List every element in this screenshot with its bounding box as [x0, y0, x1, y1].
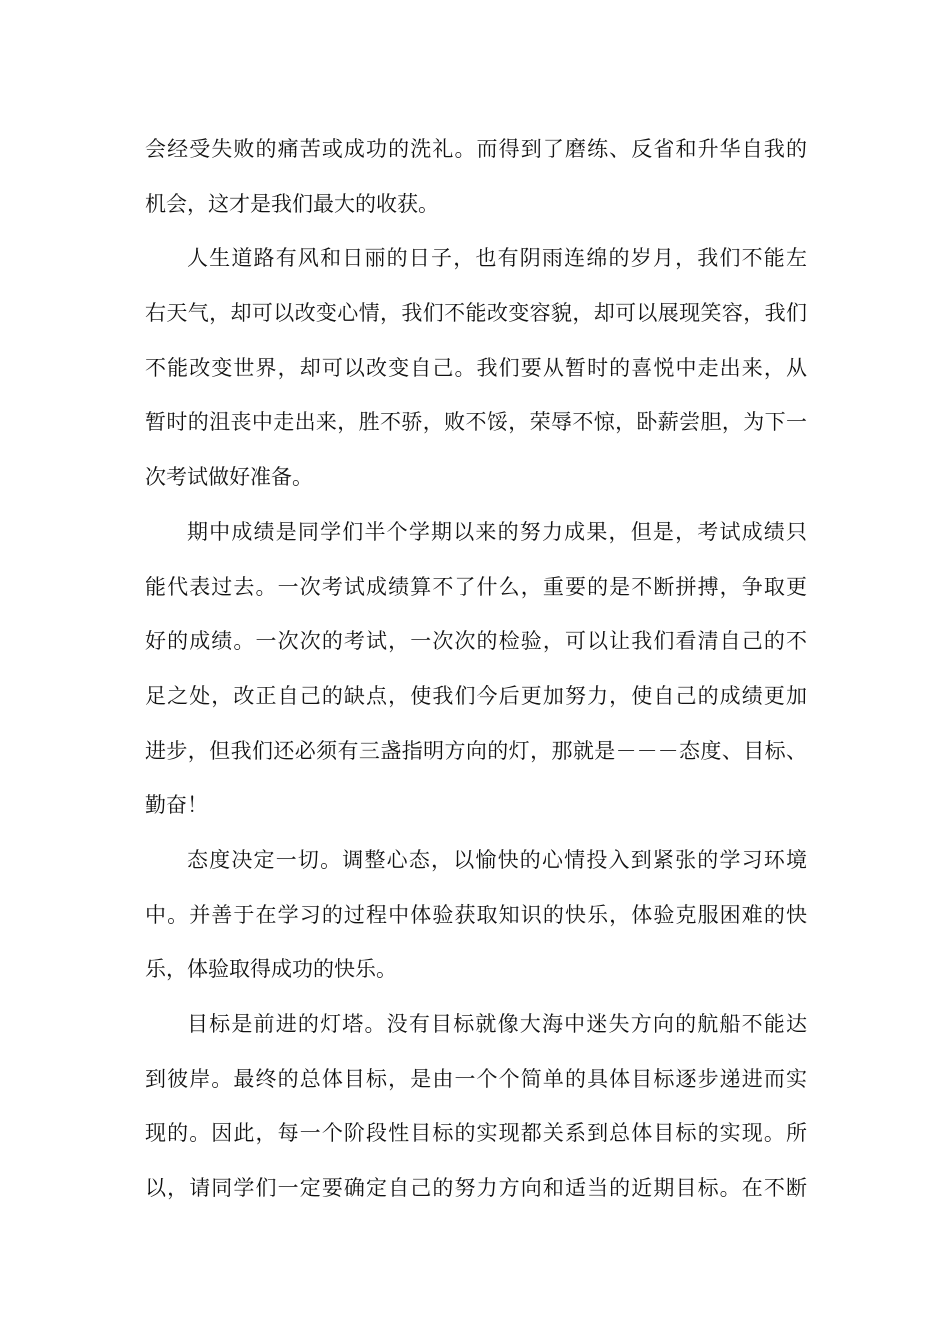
text-line: 次考试做好准备。 [145, 465, 313, 490]
document-body [145, 122, 807, 1216]
text-line: 不能改变世界，却可以改变自己。我们要从暂时的喜悦中走出来，从 [145, 355, 807, 380]
text-line: 会经受失败的痛苦或成功的洗礼。而得到了磨练、反省和升华自我的 [145, 137, 807, 161]
paragraph-life-road [145, 231, 807, 504]
text-line: 人生道路有风和日丽的日子，也有阴雨连绵的岁月，我们不能左 [187, 246, 807, 271]
text-line: 勤奋！ [145, 793, 208, 818]
paragraph-attitude [145, 833, 807, 997]
paragraph-continuation [145, 122, 807, 231]
text-line: 以，请同学们一定要确定自己的努力方向和适当的近期目标。在不断 [145, 1176, 807, 1201]
text-line: 机会，这才是我们最大的收获。 [145, 191, 439, 216]
paragraph-goals [145, 997, 807, 1216]
paragraph-midterm-results [145, 505, 807, 833]
text-line: 暂时的沮丧中走出来，胜不骄，败不馁，荣辱不惊，卧薪尝胆，为下一 [145, 410, 807, 435]
text-line: 好的成绩。一次次的考试，一次次的检验，可以让我们看清自己的不 [145, 629, 807, 654]
text-line: 乐，体验取得成功的快乐。 [145, 957, 397, 982]
text-line: 目标是前进的灯塔。没有目标就像大海中迷失方向的航船不能达 [187, 1012, 807, 1036]
text-line: 中。并善于在学习的过程中体验获取知识的快乐，体验克服困难的快 [145, 902, 807, 927]
text-line: 到彼岸。最终的总体目标，是由一个个简单的具体目标逐步递进而实 [145, 1066, 807, 1091]
text-line: 进步，但我们还必须有三盏指明方向的灯，那就是－－－态度、目标、 [145, 738, 807, 763]
text-line: 足之处，改正自己的缺点，使我们今后更加努力，使自己的成绩更加 [145, 683, 807, 708]
text-line: 右天气，却可以改变心情，我们不能改变容貌，却可以展现笑容，我们 [145, 301, 807, 326]
text-line: 能代表过去。一次考试成绩算不了什么，重要的是不断拼搏，争取更 [145, 574, 807, 599]
text-line: 现的。因此，每一个阶段性目标的实现都关系到总体目标的实现。所 [145, 1121, 807, 1146]
text-line: 期中成绩是同学们半个学期以来的努力成果，但是，考试成绩只 [187, 519, 807, 544]
text-line: 态度决定一切。调整心态，以愉快的心情投入到紧张的学习环境 [187, 847, 807, 872]
